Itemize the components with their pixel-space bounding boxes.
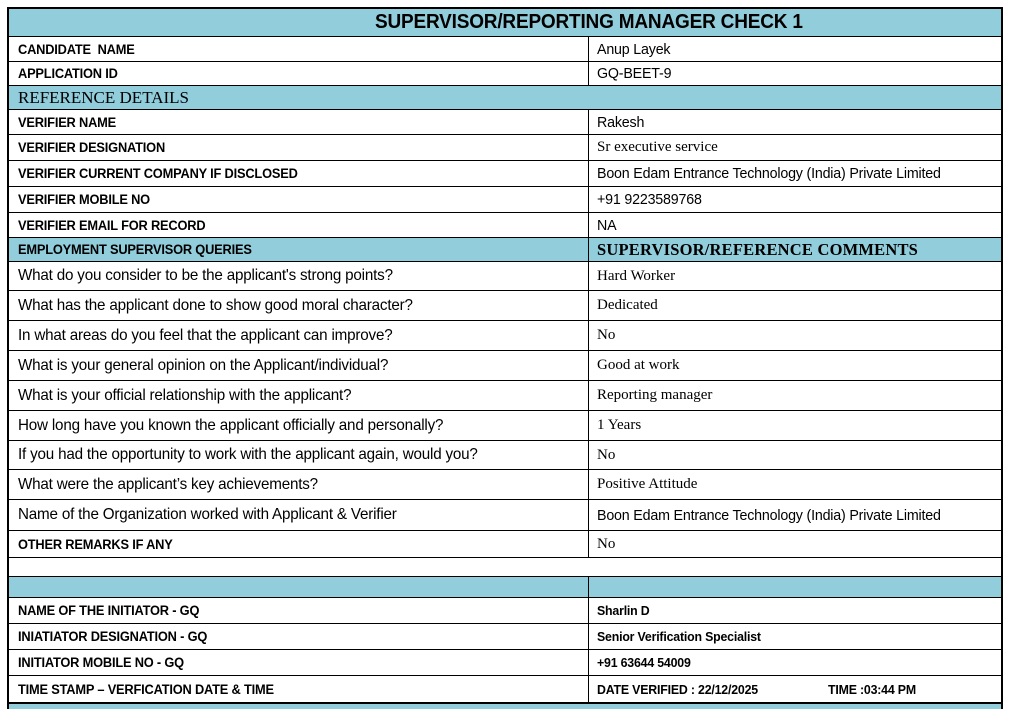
verifier-mobile-value-cell xyxy=(589,187,1001,212)
candidate-name-row xyxy=(9,37,1001,62)
date-verified-value: DATE VERIFIED : 22/12/2025 xyxy=(597,681,758,697)
verifier-name-value-cell xyxy=(589,110,1001,134)
application-id-value: GQ-BEET-9 xyxy=(597,65,672,82)
initiator-name-label-cell xyxy=(9,598,589,623)
initiator-designation-row xyxy=(9,624,1001,650)
query-5-answer: Reporting manager xyxy=(597,387,713,403)
application-id-label: APPLICATION ID xyxy=(18,66,118,81)
query-4-answer: Good at work xyxy=(597,357,680,373)
query-6-question-cell xyxy=(9,411,589,440)
reference-details-cell xyxy=(9,86,1001,109)
verifier-name-row xyxy=(9,110,1001,135)
query-4-answer-cell xyxy=(589,351,1001,380)
other-remarks-value: No xyxy=(597,535,616,552)
empty-spacer-cell xyxy=(9,558,1001,576)
query-5-question-cell xyxy=(9,381,589,410)
query-9-answer-cell xyxy=(589,500,1001,530)
verification-table xyxy=(7,7,1003,704)
query-row-6 xyxy=(9,411,1001,441)
initiator-name-row xyxy=(9,598,1001,624)
query-9-question: Name of the Organization worked with Applicant & Verifier xyxy=(18,506,397,523)
initiator-mobile-row xyxy=(9,650,1001,676)
reference-details-section-row xyxy=(9,86,1001,110)
query-9-question-cell xyxy=(9,500,589,530)
verifier-company-row xyxy=(9,161,1001,187)
page-title: SUPERVISOR/REPORTING MANAGER CHECK 1 xyxy=(374,11,803,33)
verifier-mobile-label: VERIFIER MOBILE NO xyxy=(18,192,150,207)
query-8-answer-cell xyxy=(589,470,1001,499)
query-3-question: In what areas do you feel that the applicant can improve? xyxy=(18,326,393,344)
verifier-company-value-cell xyxy=(589,161,1001,186)
query-7-answer: No xyxy=(597,446,616,463)
timestamp-value-cell xyxy=(589,676,1001,702)
bottom-blue-row-sliver xyxy=(7,704,1003,709)
timestamp-label-cell xyxy=(9,676,589,702)
query-row-4 xyxy=(9,351,1001,381)
time-verified-value: TIME :03:44 PM xyxy=(828,681,917,697)
query-9-answer: Boon Edam Entrance Technology (India) Private Limited xyxy=(597,506,941,524)
query-6-question: How long have you known the applicant officially and personally? xyxy=(18,416,444,434)
query-row-5 xyxy=(9,381,1001,411)
blue-separator-row xyxy=(9,577,1001,598)
query-5-answer-cell xyxy=(589,381,1001,410)
query-4-question: What is your general opinion on the Applicant/individual? xyxy=(18,356,389,374)
verifier-name-value: Rakesh xyxy=(597,113,645,131)
query-2-answer-cell xyxy=(589,291,1001,320)
verifier-email-row xyxy=(9,213,1001,238)
query-3-question-cell xyxy=(9,321,589,350)
query-row-2 xyxy=(9,291,1001,321)
verifier-mobile-label-cell xyxy=(9,187,589,212)
query-7-question-cell xyxy=(9,441,589,469)
candidate-name-label: CANDIDATE NAME xyxy=(18,41,135,57)
query-7-answer-cell xyxy=(589,441,1001,469)
queries-header-right: SUPERVISOR/REFERENCE COMMENTS xyxy=(597,239,919,259)
verifier-designation-label-cell xyxy=(9,135,589,160)
other-remarks-label: OTHER REMARKS IF ANY xyxy=(18,536,173,552)
verifier-mobile-value: +91 9223589768 xyxy=(597,191,702,208)
blue-separator-left-cell xyxy=(9,577,589,597)
application-id-value-cell xyxy=(589,62,1001,85)
verifier-email-label: VERIFIER EMAIL FOR RECORD xyxy=(18,217,206,233)
verifier-email-value-cell xyxy=(589,213,1001,237)
timestamp-row xyxy=(9,676,1001,702)
title-row xyxy=(9,9,1001,37)
query-6-answer: 1 Years xyxy=(597,417,642,433)
query-row-9 xyxy=(9,500,1001,531)
candidate-name-value: Anup Layek xyxy=(597,40,671,58)
initiator-designation-value-cell xyxy=(589,624,1001,649)
verifier-mobile-row xyxy=(9,187,1001,213)
other-remarks-value-cell xyxy=(589,531,1001,557)
verifier-designation-row xyxy=(9,135,1001,161)
query-4-question-cell xyxy=(9,351,589,380)
query-7-question: If you had the opportunity to work with the applicant again, would you? xyxy=(18,446,478,463)
initiator-mobile-label-cell xyxy=(9,650,589,675)
initiator-name-value: Sharlin D xyxy=(597,603,650,618)
initiator-designation-label-cell xyxy=(9,624,589,649)
queries-header-right-cell xyxy=(589,238,1001,261)
query-2-question-cell xyxy=(9,291,589,320)
initiator-designation-label: INIATIATOR DESIGNATION - GQ xyxy=(18,629,208,644)
initiator-mobile-label: INITIATOR MOBILE NO - GQ xyxy=(18,655,184,670)
initiator-name-label: NAME OF THE INITIATOR - GQ xyxy=(18,603,200,618)
query-2-answer: Dedicated xyxy=(597,297,658,313)
verifier-email-value: NA xyxy=(597,216,617,234)
empty-spacer-row xyxy=(9,558,1001,577)
query-2-question: What has the applicant done to show good moral character? xyxy=(18,296,413,314)
query-1-answer: Hard Worker xyxy=(597,267,676,284)
query-6-answer-cell xyxy=(589,411,1001,440)
query-5-question: What is your official relationship with the applicant? xyxy=(18,386,352,404)
candidate-name-value-cell xyxy=(589,37,1001,61)
verifier-company-value: Boon Edam Entrance Technology (India) Private Limited xyxy=(597,165,941,182)
application-id-label-cell xyxy=(9,62,589,85)
verifier-name-label: VERIFIER NAME xyxy=(18,114,117,130)
query-row-3 xyxy=(9,321,1001,351)
verifier-company-label-cell xyxy=(9,161,589,186)
reference-details-title: REFERENCE DETAILS xyxy=(18,87,189,107)
query-row-8 xyxy=(9,470,1001,500)
initiator-mobile-value: +91 63644 54009 xyxy=(597,655,691,670)
queries-header-row xyxy=(9,238,1001,262)
other-remarks-row xyxy=(9,531,1001,558)
timestamp-label: TIME STAMP – VERFICATION DATE & TIME xyxy=(18,681,274,697)
blue-separator-right-cell xyxy=(589,577,1001,597)
query-8-answer: Positive Attitude xyxy=(597,476,698,492)
query-3-answer-cell xyxy=(589,321,1001,350)
query-1-question-cell xyxy=(9,262,589,290)
verifier-name-label-cell xyxy=(9,110,589,134)
query-8-question: What were the applicant’s key achievements? xyxy=(18,475,318,493)
queries-header-left-cell xyxy=(9,238,589,261)
verifier-email-label-cell xyxy=(9,213,589,237)
verifier-designation-value: Sr executive service xyxy=(597,139,718,155)
initiator-name-value-cell xyxy=(589,598,1001,623)
verifier-company-label: VERIFIER CURRENT COMPANY IF DISCLOSED xyxy=(18,166,298,181)
initiator-mobile-value-cell xyxy=(589,650,1001,675)
query-3-answer: No xyxy=(597,327,616,343)
title-cell xyxy=(9,9,1001,36)
query-8-question-cell xyxy=(9,470,589,499)
query-1-answer-cell xyxy=(589,262,1001,290)
application-id-row xyxy=(9,62,1001,86)
query-row-1 xyxy=(9,262,1001,291)
verifier-designation-label: VERIFIER DESIGNATION xyxy=(18,140,166,155)
candidate-name-label-cell xyxy=(9,37,589,61)
verifier-designation-value-cell xyxy=(589,135,1001,160)
initiator-designation-value: Senior Verification Specialist xyxy=(597,629,761,644)
query-1-question: What do you consider to be the applicant's strong points? xyxy=(18,267,393,284)
other-remarks-label-cell xyxy=(9,531,589,557)
query-row-7 xyxy=(9,441,1001,470)
queries-header-left: EMPLOYMENT SUPERVISOR QUERIES xyxy=(18,242,252,257)
